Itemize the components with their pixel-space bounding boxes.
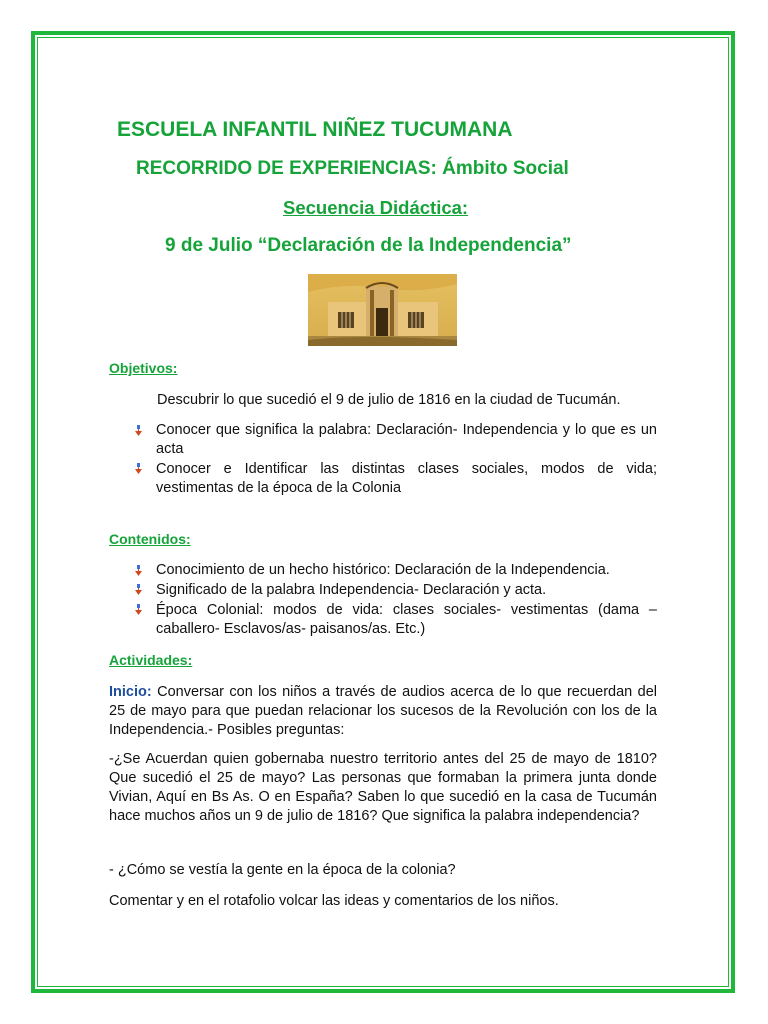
objetivos-intro: Descubrir lo que sucedió el 9 de julio de 1816 en la ciudad de Tucumán. xyxy=(157,392,621,408)
vestimenta-paragraph: - ¿Cómo se vestía la gente en la época de la colonia? xyxy=(109,862,456,878)
bullet-icon xyxy=(132,583,145,596)
secuencia-heading: Secuencia Didáctica: xyxy=(283,197,469,218)
inicio-paragraph xyxy=(109,683,657,740)
date-title: 9 de Julio “Declaración de la Independencia” xyxy=(165,235,572,256)
bullet-icon xyxy=(132,424,145,437)
recorrido-heading xyxy=(136,158,569,180)
inicio-label: Inicio: xyxy=(109,684,152,700)
contenido-item: Conocimiento de un hecho histórico: Declaración de la Independencia. xyxy=(156,562,610,578)
objetivo-item: Conocer e Identificar las distintas clases sociales, modos de vida; vestimentas de la época de la Colonia xyxy=(156,461,657,496)
contenidos-heading: Contenidos: xyxy=(109,531,191,547)
contenido-item: Época Colonial: modos de vida: clases sociales- vestimentas (dama – caballero- Esclavos/as- paisanos/as. Etc.) xyxy=(156,602,657,637)
recorrido-value: : Ámbito Social xyxy=(430,158,569,179)
bullet-icon xyxy=(132,564,145,577)
preguntas-paragraph: -¿Se Acuerdan quien gobernaba nuestro territorio antes del 25 de mayo de 1810? Que sucedió el 25 de mayo? Las personas que formaban la primera junta donde Vivian, Aquí en Bs As. O en España? Saben lo que sucedió en la casa de Tucumán hace muchos años un 9 de julio de 1816? Que significa la palabra independencia? xyxy=(109,751,657,824)
bullet-icon xyxy=(132,603,145,616)
school-title: ESCUELA INFANTIL NIÑEZ TUCUMANA xyxy=(117,118,513,141)
inicio-text: Conversar con los niños a través de audios acerca de lo que recuerdan del 25 de mayo para que puedan relacionar los sucesos de la Revolución con los de la Independencia.- Posibles preguntas: xyxy=(109,684,657,738)
comentar-paragraph: Comentar y en el rotafolio volcar las ideas y comentarios de los niños. xyxy=(109,893,559,909)
bullet-icon xyxy=(132,462,145,475)
contenido-item: Significado de la palabra Independencia- Declaración y acta. xyxy=(156,582,547,598)
recorrido-label: RECORRIDO DE EXPERIENCIAS xyxy=(136,158,431,179)
casa-historica-illustration xyxy=(308,274,457,346)
objetivos-heading: Objetivos: xyxy=(109,360,178,376)
objetivo-item: Conocer que significa la palabra: Declaración- Independencia y lo que es un acta xyxy=(156,422,657,457)
actividades-heading: Actividades: xyxy=(109,652,193,668)
